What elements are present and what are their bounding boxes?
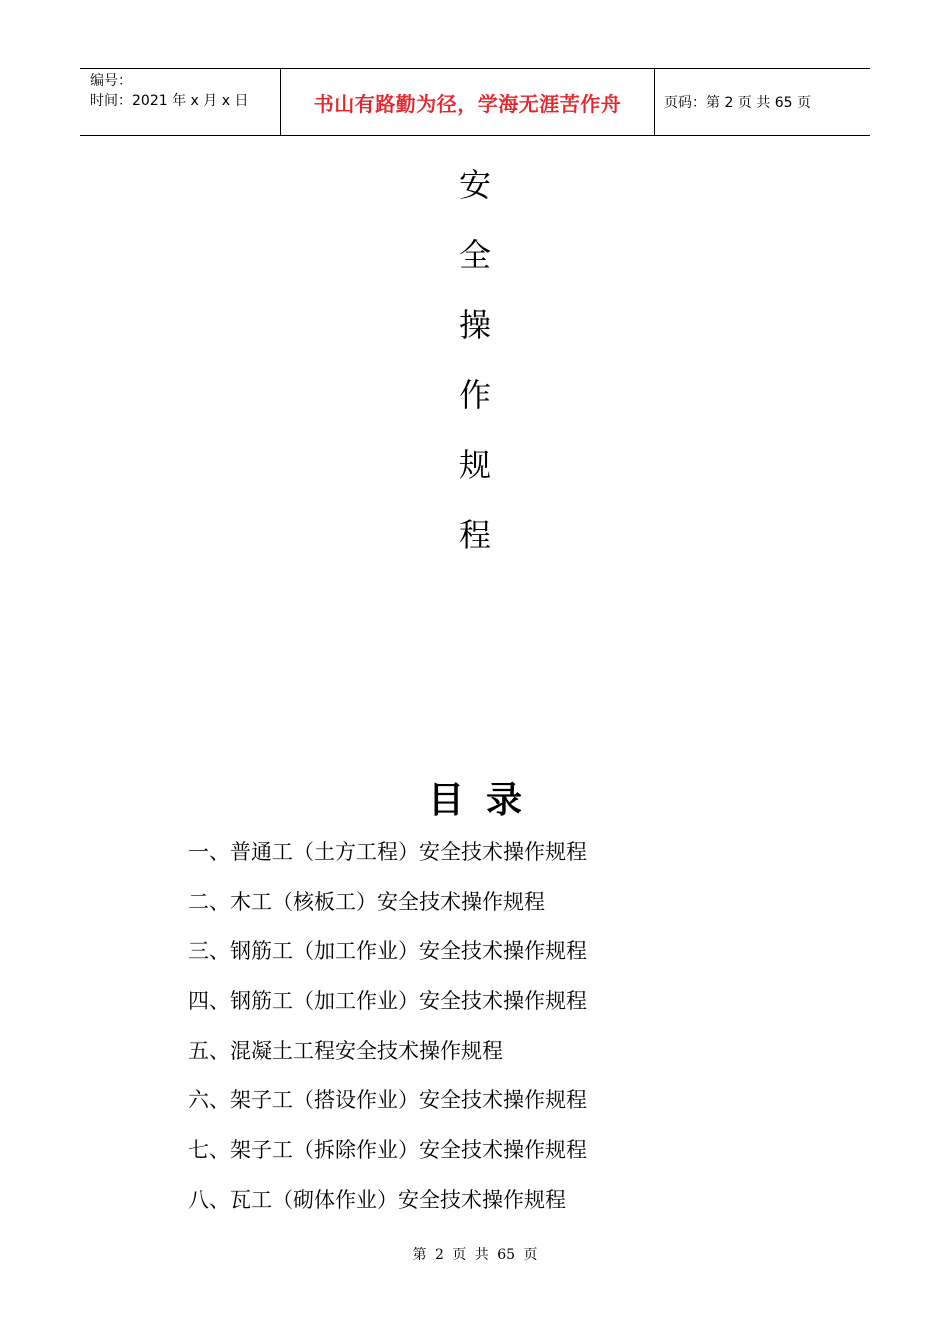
- toc-item: 七、架子工（拆除作业）安全技术操作规程: [188, 1138, 587, 1163]
- toc-item: 二、木工（核板工）安全技术操作规程: [188, 889, 545, 914]
- table-of-contents: [188, 835, 587, 1233]
- toc-item: 六、架子工（搭设作业）安全技术操作规程: [188, 1088, 587, 1113]
- title-char: 作: [458, 376, 491, 414]
- toc-item: 四、钢筋工（加工作业）安全技术操作规程: [188, 989, 587, 1014]
- toc-heading: 目录: [427, 779, 544, 821]
- page-footer: 第 2 页 共 65 页: [412, 1247, 538, 1263]
- document-date: 时间：2021 年 x 月 x 日: [90, 93, 249, 109]
- document-header: [80, 68, 870, 136]
- title-char: 规: [458, 446, 491, 484]
- title-char: 操: [458, 306, 491, 344]
- toc-item: 一、普通工（土方工程）安全技术操作规程: [188, 840, 587, 864]
- document-number-label: 编号：: [90, 73, 132, 89]
- header-meta-cell: [80, 69, 281, 135]
- document-title: [445, 161, 505, 581]
- header-motto: 书山有路勤为径，学海无涯苦作舟: [313, 91, 622, 116]
- header-page-info: 页码：第 2 页 共 65 页: [664, 95, 811, 111]
- header-motto-cell: [281, 69, 655, 135]
- header-page-cell: [655, 69, 870, 135]
- title-char: 程: [458, 516, 491, 554]
- title-char: 全: [458, 236, 491, 274]
- toc-item: 五、混凝土工程安全技术操作规程: [188, 1038, 503, 1063]
- toc-item: 八、瓦工（砌体作业）安全技术操作规程: [188, 1187, 566, 1212]
- toc-item: 三、钢筋工（加工作业）安全技术操作规程: [188, 939, 587, 964]
- title-char: 安: [458, 166, 491, 204]
